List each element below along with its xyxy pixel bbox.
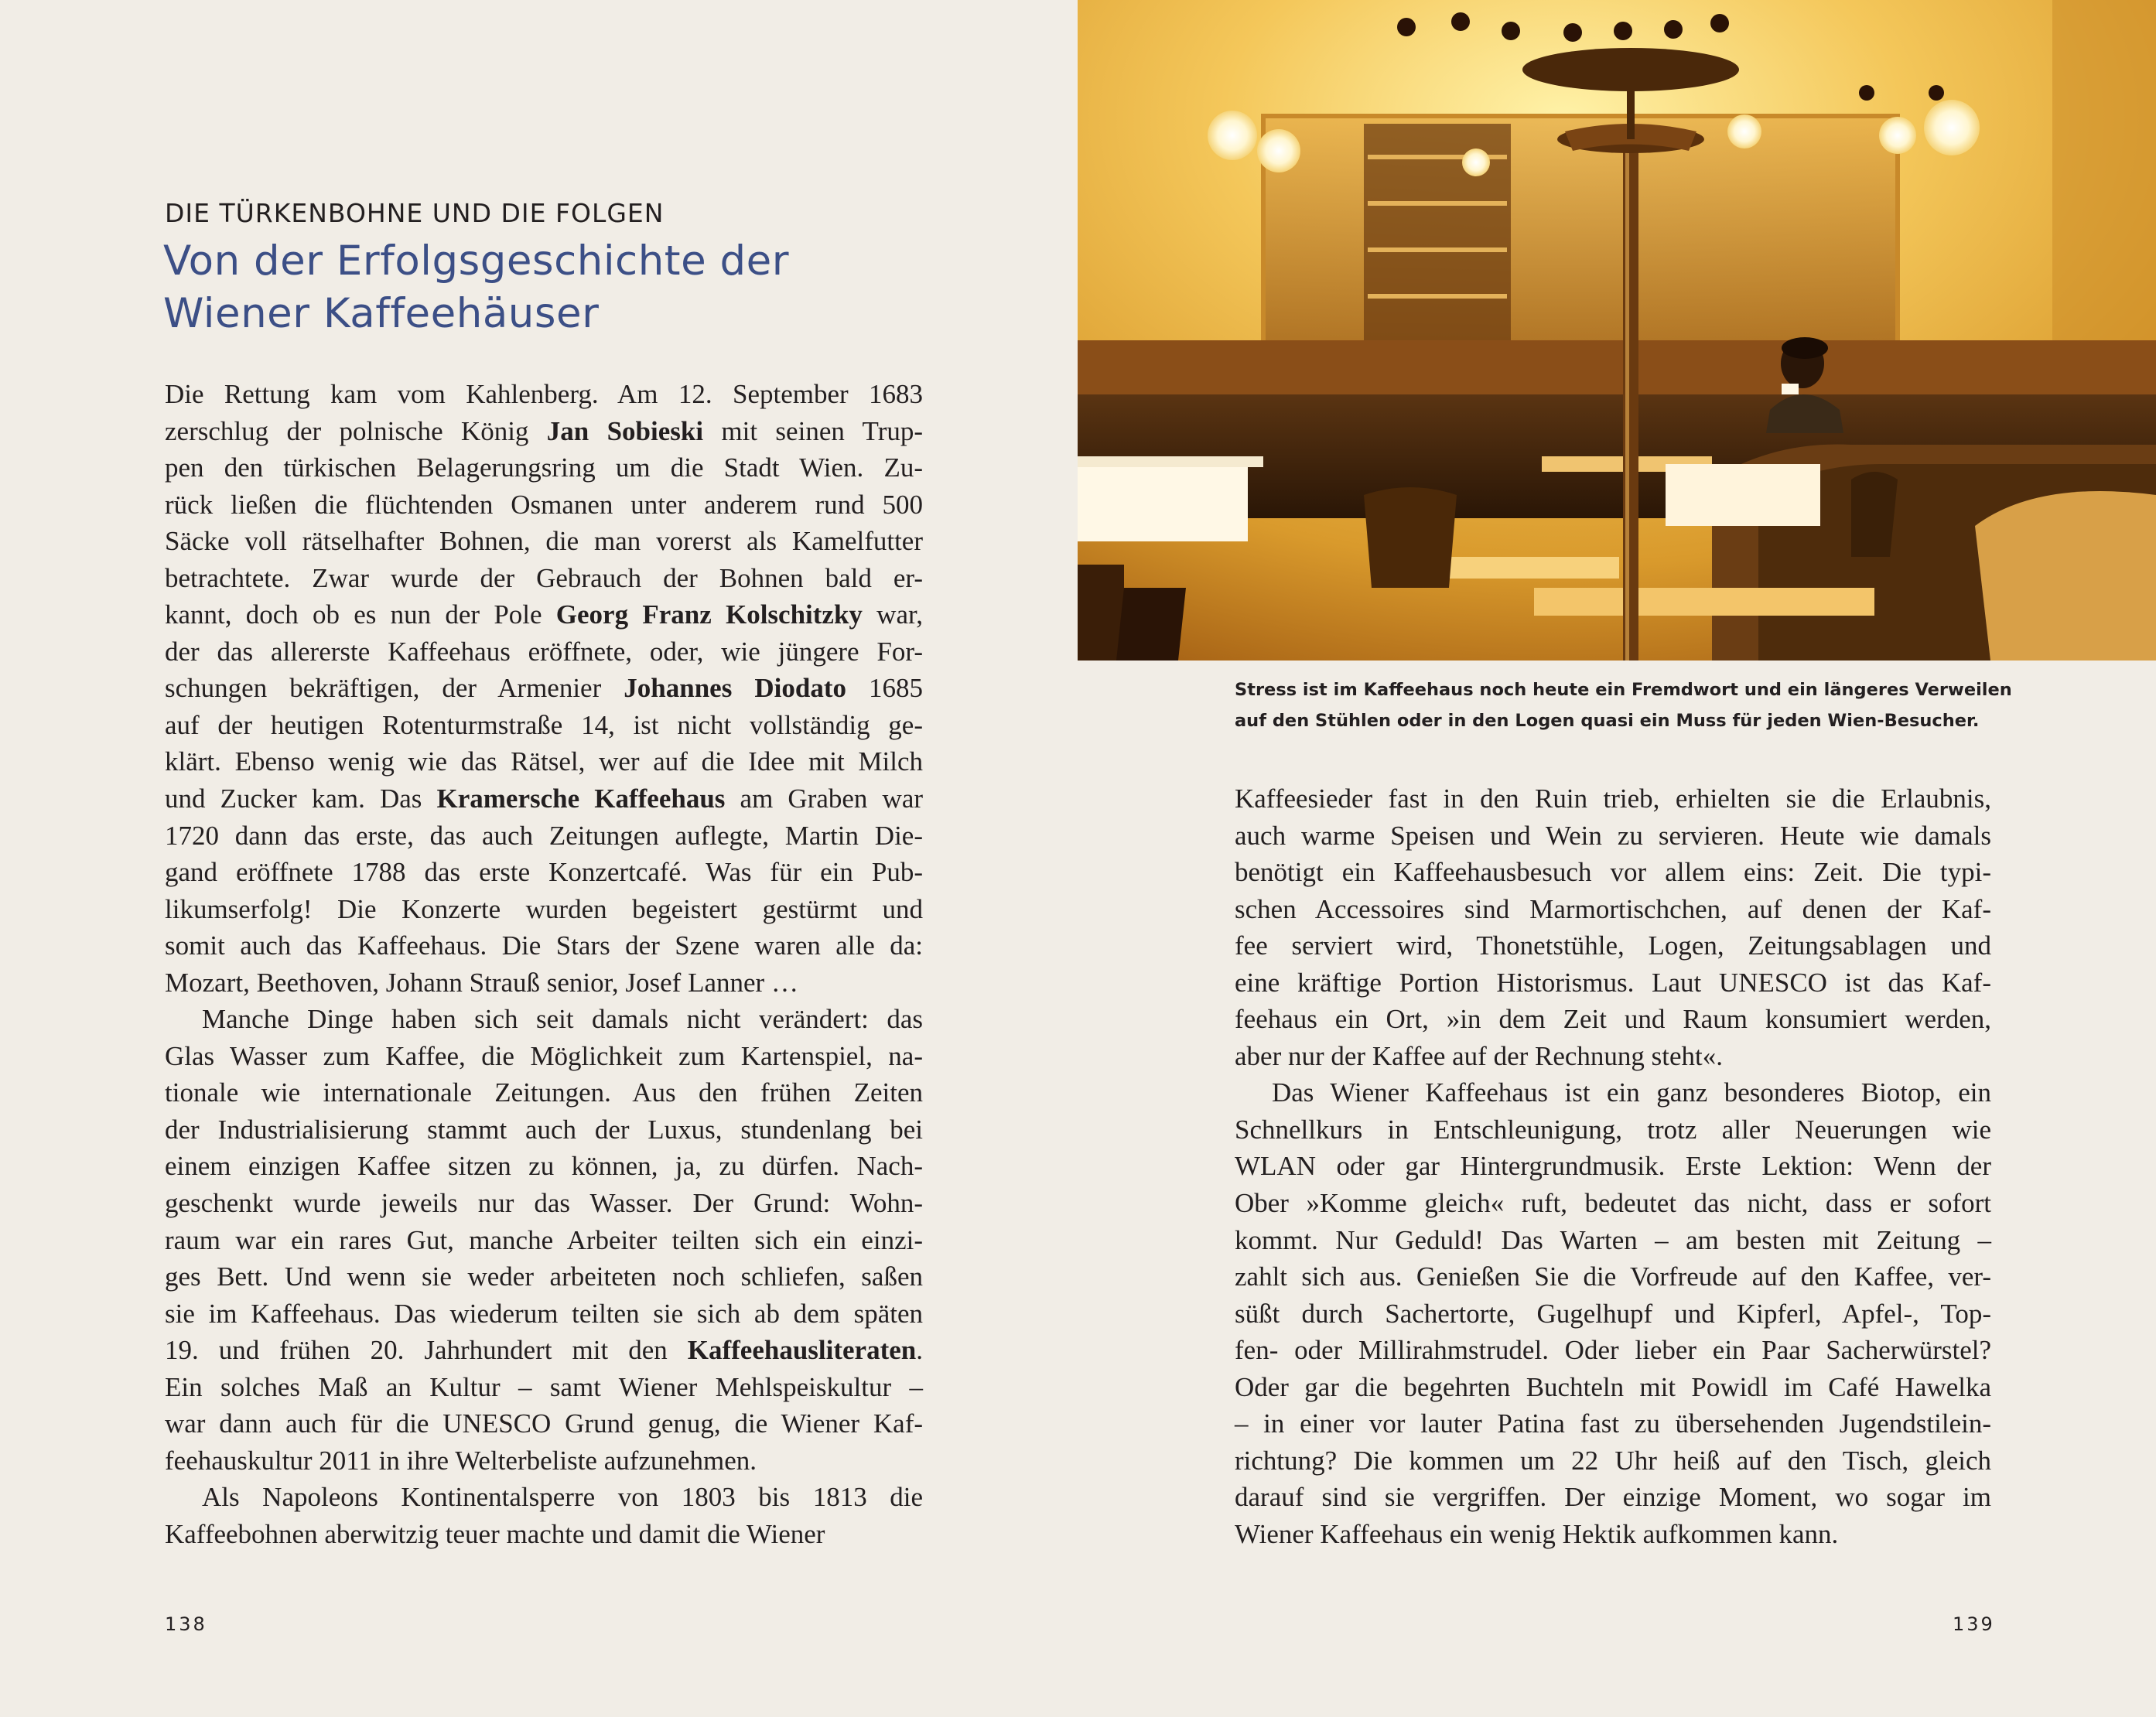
text-run: schen Accessoires sind Marmortischchen, auf denen der Kaf- [1235, 893, 1991, 924]
text-run: darauf sind sie vergriffen. Der einzige Moment, wo sogar im [1235, 1482, 1991, 1513]
text-line [165, 1516, 923, 1553]
text-run: mit seinen Trup- [703, 415, 924, 446]
text-run: Als Napoleons Kontinentalsperre von 1803 bis 1813 die [202, 1482, 923, 1513]
text-line [1235, 1074, 1991, 1111]
text-line [165, 1038, 923, 1075]
caption-line: Stress ist im Kaffeehaus noch heute ein Fremdwort und ein längeres Verweilen [1235, 680, 2012, 700]
text-run: somit auch das Kaffeehaus. Die Stars der Szene waren alle da: [165, 930, 923, 961]
chapter-title [163, 235, 859, 340]
text-run: Ein solches Maß an Kultur – samt Wiener Mehlspeiskultur – [165, 1371, 923, 1402]
text-run: zerschlug der polnische König [165, 415, 547, 446]
text-run: . [916, 1335, 923, 1366]
text-run: am Graben war [725, 783, 924, 814]
text-line [165, 1111, 923, 1149]
text-line [1235, 1295, 1991, 1333]
text-run: auf der heutigen Rotenturmstraße 14, ist nicht vollständig ge- [165, 709, 923, 740]
text-line [1235, 1222, 1991, 1259]
text-line [165, 891, 923, 928]
text-run: sie im Kaffeehaus. Das wiederum teilten sie sich ab dem späten [165, 1298, 923, 1329]
section-kicker: DIE TÜRKENBOHNE UND DIE FOLGEN [165, 198, 665, 228]
bold-term: Jan Sobieski [546, 415, 704, 446]
bold-term: Kaffeehausliteraten [687, 1335, 917, 1366]
text-line [165, 1185, 923, 1222]
text-line [165, 1405, 923, 1442]
photo-caption [1235, 674, 2024, 736]
text-line [1235, 964, 1991, 1002]
text-line [165, 596, 923, 633]
text-run: Mozart, Beethoven, Johann Strauß senior, Josef Lanner … [165, 967, 798, 998]
text-run: Kaffeesieder fast in den Ruin trieb, erhielten sie die Erlaubnis, [1235, 783, 1991, 814]
text-run: aber nur der Kaffee auf der Rechnung steht«. [1235, 1040, 1724, 1071]
text-run: Manche Dinge haben sich seit damals nicht verändert: das [202, 1004, 923, 1035]
text-run: Wiener Kaffeehaus ein wenig Hektik aufkommen kann. [1235, 1518, 1839, 1549]
text-run: klärt. Ebenso wenig wie das Rätsel, wer auf die Idee mit Milch [165, 746, 923, 777]
text-run: war dann auch für die UNESCO Grund genug, die Wiener Kaf- [165, 1408, 923, 1439]
text-line [1235, 1479, 1991, 1516]
text-line [165, 670, 923, 707]
text-run: kommt. Nur Geduld! Das Warten – am besten mit Zeitung – [1235, 1224, 1991, 1255]
text-line [1235, 1038, 1991, 1075]
text-run: war, [862, 599, 923, 630]
left-body-text [165, 376, 923, 1553]
chapter-title-line: Wiener Kaffeehäuser [163, 290, 600, 337]
text-run: richtung? Die kommen um 22 Uhr heiß auf den Tisch, gleich [1235, 1445, 1991, 1476]
text-line [1235, 818, 1991, 855]
text-line [165, 560, 923, 597]
text-line [165, 1222, 923, 1259]
text-run: pen den türkischen Belagerungsring um die Stadt Wien. Zu- [165, 452, 923, 483]
text-line [165, 1442, 923, 1480]
text-line [1235, 780, 1991, 818]
text-run: likumserfolg! Die Konzerte wurden begeistert gestürmt und [165, 893, 923, 924]
text-line [165, 743, 923, 780]
text-run: WLAN oder gar Hintergrundmusik. Erste Lektion: Wenn der [1235, 1151, 1991, 1182]
text-run: und Zucker kam. Das [165, 783, 437, 814]
text-run: Kaffeebohnen aberwitzig teuer machte und damit die Wiener [165, 1518, 825, 1549]
cafe-interior-photo [1078, 0, 2156, 661]
text-line [165, 1479, 923, 1516]
text-run: auch warme Speisen und Wein zu servieren. Heute wie damals [1235, 820, 1991, 851]
text-line [165, 1258, 923, 1295]
text-run: Die Rettung kam vom Kahlenberg. Am 12. September 1683 [165, 379, 923, 409]
text-run: benötigt ein Kaffeehausbesuch vor allem eins: Zeit. Die typi- [1235, 857, 1991, 888]
text-run: 19. und frühen 20. Jahrhundert mit den [165, 1335, 688, 1366]
text-line [165, 1332, 923, 1369]
text-run: geschenkt wurde jeweils nur das Wasser. Der Grund: Wohn- [165, 1188, 923, 1219]
text-run: 1720 dann das erste, das auch Zeitungen auflegte, Martin Die- [165, 820, 923, 851]
bold-term: Georg Franz Kolschitzky [555, 599, 863, 630]
text-line [1235, 1369, 1991, 1406]
text-run: fen- oder Millirahmstrudel. Oder lieber ein Paar Sacherwürstel? [1235, 1335, 1991, 1366]
text-run: zahlt sich aus. Genießen Sie die Vorfreude auf den Kaffee, ver- [1235, 1261, 1991, 1292]
text-line [1235, 1185, 1991, 1222]
text-line [165, 486, 923, 524]
text-run: feehaus ein Ort, »in dem Zeit und Raum konsumiert werden, [1235, 1004, 1991, 1035]
text-line [165, 1295, 923, 1333]
text-run: eine kräftige Portion Historismus. Laut UNESCO ist das Kaf- [1235, 967, 1991, 998]
text-run: kannt, doch ob es nun der Pole [165, 599, 556, 630]
text-run: ges Bett. Und wenn sie weder arbeiteten noch schliefen, saßen [165, 1261, 923, 1292]
text-line [165, 1148, 923, 1185]
text-line [1235, 1442, 1991, 1480]
text-run: Das Wiener Kaffeehaus ist ein ganz besonderes Biotop, ein [1272, 1077, 1991, 1108]
text-line [165, 964, 923, 1002]
bold-term: Kramersche Kaffeehaus [436, 783, 726, 814]
text-line [165, 449, 923, 486]
page-number-right: 139 [1953, 1613, 1995, 1635]
text-run: Schnellkurs in Entschleunigung, trotz aller Neuerungen wie [1235, 1114, 1991, 1145]
text-run: Oder gar die begehrten Buchteln mit Powidl im Café Hawelka [1235, 1371, 1991, 1402]
text-line [165, 523, 923, 560]
bold-term: Johannes Diodato [624, 673, 846, 704]
text-run: einem einzigen Kaffee sitzen zu können, ja, zu dürfen. Nach- [165, 1151, 923, 1182]
text-line [1235, 1405, 1991, 1442]
text-run: 1685 [846, 673, 924, 704]
text-run: fee serviert wird, Thonetstühle, Logen, Zeitungsablagen und [1235, 930, 1991, 961]
text-line [165, 633, 923, 671]
text-run: raum war ein rares Gut, manche Arbeiter teilten sich ein einzi- [165, 1224, 923, 1255]
text-line [165, 854, 923, 891]
text-line [165, 780, 923, 818]
text-run: gand eröffnete 1788 das erste Konzertcafé. Was für ein Pub- [165, 857, 923, 888]
text-line [1235, 1001, 1991, 1038]
caption-line: auf den Stühlen oder in den Logen quasi ein Muss für jeden Wien-Besucher. [1235, 711, 1980, 731]
text-run: tionale wie internationale Zeitungen. Aus den frühen Zeiten [165, 1077, 923, 1108]
text-line [1235, 1111, 1991, 1149]
text-line [1235, 1148, 1991, 1185]
text-line [165, 927, 923, 964]
text-line [165, 376, 923, 413]
text-run: schungen bekräftigen, der Armenier [165, 673, 624, 704]
text-run: Glas Wasser zum Kaffee, die Möglichkeit zum Kartenspiel, na- [165, 1040, 923, 1071]
text-line [1235, 927, 1991, 964]
text-line [1235, 891, 1991, 928]
text-line [165, 1369, 923, 1406]
text-line [165, 707, 923, 744]
text-run: – in einer vor lauter Patina fast zu übersehenden Jugendstilein- [1235, 1408, 1991, 1439]
text-run: der Industrialisierung stammt auch der Luxus, stundenlang bei [165, 1114, 923, 1145]
text-line [165, 818, 923, 855]
text-line [165, 413, 923, 450]
page-number-left: 138 [165, 1613, 207, 1635]
chapter-title-line: Von der Erfolgsgeschichte der [163, 237, 790, 285]
text-run: feehauskultur 2011 in ihre Welterbeliste aufzunehmen. [165, 1445, 757, 1476]
text-line [165, 1074, 923, 1111]
text-run: betrachtete. Zwar wurde der Gebrauch der Bohnen bald er- [165, 562, 923, 593]
text-run: der das allererste Kaffeehaus eröffnete, oder, wie jüngere For- [165, 636, 923, 667]
text-line [1235, 1332, 1991, 1369]
text-run: süßt durch Sachertorte, Gugelhupf und Kipferl, Apfel-, Top- [1235, 1298, 1991, 1329]
right-body-text [1235, 780, 1991, 1552]
text-line [1235, 854, 1991, 891]
text-run: Säcke voll rätselhafter Bohnen, die man vorerst als Kamelfutter [165, 526, 923, 557]
text-run: Ober »Komme gleich« ruft, bedeutet das nicht, dass er sofort [1235, 1188, 1991, 1219]
text-line [1235, 1258, 1991, 1295]
text-line [165, 1001, 923, 1038]
text-line [1235, 1516, 1991, 1553]
text-run: rück ließen die flüchtenden Osmanen unter anderem rund 500 [165, 489, 923, 520]
